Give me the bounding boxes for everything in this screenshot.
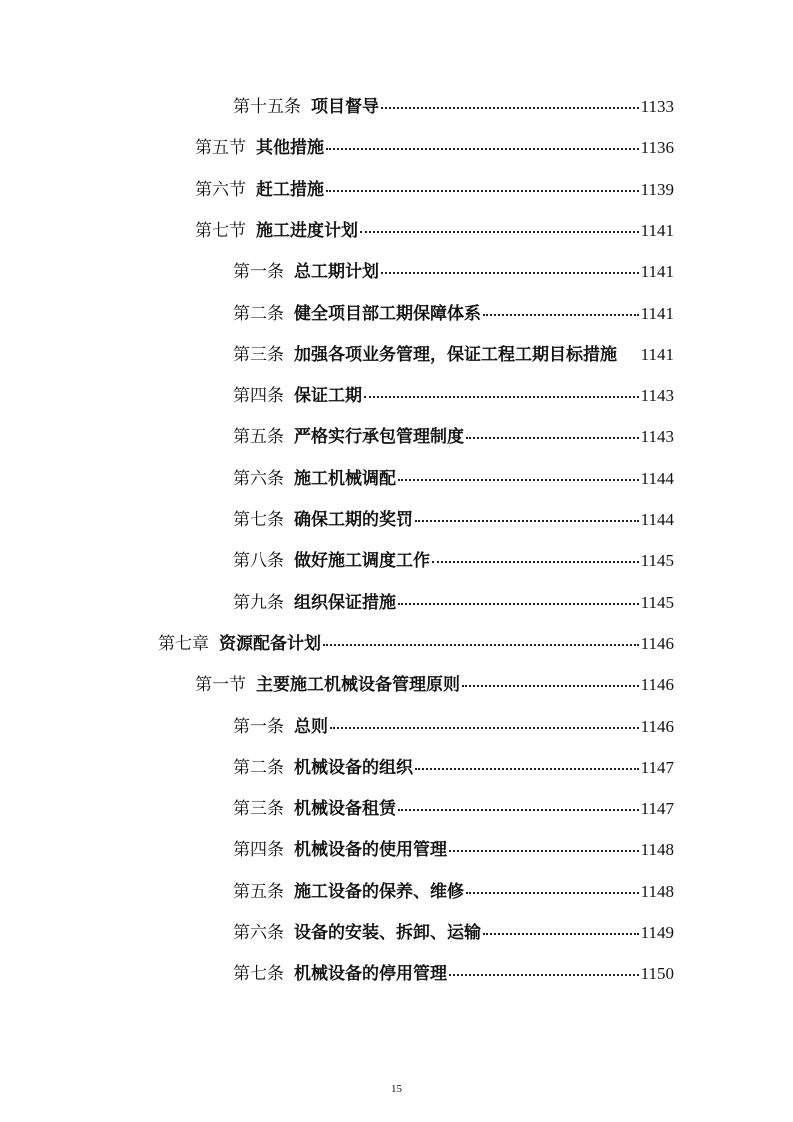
- toc-entry-page: 1148: [640, 840, 674, 859]
- toc-dot-leader: [462, 684, 639, 687]
- toc-entry-number: 第七条: [233, 510, 284, 530]
- toc-entry-number: 第六条: [233, 923, 284, 943]
- toc-entry-page: 1147: [640, 758, 674, 777]
- toc-entry-number: 第七节: [195, 221, 246, 241]
- toc-entry-number: 第一条: [233, 262, 284, 282]
- toc-entry-title: 施工机械调配: [294, 469, 396, 489]
- toc-entry-number: 第三条: [233, 345, 284, 365]
- toc-entry-number: 第二条: [233, 304, 284, 324]
- toc-entry-title: 赶工措施: [256, 180, 324, 200]
- toc-dot-leader: [483, 313, 639, 316]
- toc-entry[interactable]: [233, 751, 674, 785]
- toc-entry-number: 第七条: [233, 964, 284, 984]
- toc-dot-leader: [466, 436, 639, 439]
- toc-entry-title: 组织保证措施: [294, 593, 396, 613]
- toc-dot-leader: [326, 189, 639, 192]
- toc-entry[interactable]: [233, 710, 674, 744]
- toc-entry-title: 总则: [294, 717, 328, 737]
- toc-entry-title: 做好施工调度工作: [294, 551, 430, 571]
- toc-dot-leader: [432, 560, 639, 563]
- toc-entry-title: 机械设备的使用管理: [294, 840, 447, 860]
- toc-entry-page: 1149: [640, 923, 674, 942]
- toc-entry-number: 第五条: [233, 882, 284, 902]
- toc-entry-page: 1141: [640, 304, 674, 323]
- toc-entry-number: 第六节: [195, 180, 246, 200]
- toc-entry[interactable]: [195, 131, 674, 165]
- toc-dot-leader: [398, 478, 639, 481]
- toc-entry-title: 机械设备的组织: [294, 758, 413, 778]
- toc-entry-title: 保证工期: [294, 386, 362, 406]
- toc-entry-title: 施工进度计划: [256, 221, 358, 241]
- toc-entry[interactable]: [233, 586, 674, 620]
- toc-entry[interactable]: [233, 916, 674, 950]
- toc-entry-page: 1148: [640, 882, 674, 901]
- toc-entry-page: 1141: [640, 262, 674, 281]
- toc-dot-leader: [326, 147, 639, 150]
- toc-entry-number: 第二条: [233, 758, 284, 778]
- toc-entry[interactable]: [195, 214, 674, 248]
- toc-entry-page: 1147: [640, 799, 674, 818]
- toc-entry[interactable]: [233, 420, 674, 454]
- toc-dot-leader: [330, 726, 639, 729]
- toc-entry-page: 1150: [640, 964, 674, 983]
- toc-entry-page: 1144: [640, 469, 674, 488]
- toc-entry-page: 1139: [640, 180, 674, 199]
- toc-entry-page: 1145: [640, 593, 674, 612]
- toc-dot-leader: [466, 891, 639, 894]
- toc-entry-title: 总工期计划: [294, 262, 379, 282]
- toc-entry-page: 1133: [640, 97, 674, 116]
- toc-entry-title: 确保工期的奖罚: [294, 510, 413, 530]
- toc-entry-page: 1143: [640, 427, 674, 446]
- toc-entry-number: 第八条: [233, 551, 284, 571]
- toc-entry-page: 1143: [640, 386, 674, 405]
- toc-entry-number: 第一节: [195, 675, 246, 695]
- toc-entry-title: 严格实行承包管理制度: [294, 427, 464, 447]
- toc-entry[interactable]: [233, 833, 674, 867]
- toc-dot-leader: [449, 849, 639, 852]
- toc-entry-number: 第四条: [233, 386, 284, 406]
- toc-entry-number: 第六条: [233, 469, 284, 489]
- toc-entry[interactable]: [158, 627, 674, 661]
- toc-dot-leader: [381, 106, 639, 109]
- toc-dot-leader: [364, 395, 639, 398]
- toc-entry[interactable]: [233, 379, 674, 413]
- toc-entry-title: 加强各项业务管理，保证工程工期目标措施: [294, 345, 617, 365]
- toc-dot-leader: [398, 808, 639, 811]
- toc-entry-page: 1145: [640, 551, 674, 570]
- toc-entry-number: 第一条: [233, 717, 284, 737]
- toc-entry-title: 机械设备租赁: [294, 799, 396, 819]
- toc-entry-page: 1144: [640, 510, 674, 529]
- toc-entry-page: 1146: [640, 675, 674, 694]
- toc-entry-page: 1136: [640, 138, 674, 157]
- page-number: 15: [391, 1083, 402, 1095]
- toc-dot-leader: [398, 602, 639, 605]
- toc-entry-title: 设备的安装、拆卸、运输: [294, 923, 481, 943]
- toc-entry-page: 1141: [640, 221, 674, 240]
- toc-entry-title: 项目督导: [311, 97, 379, 117]
- toc-entry[interactable]: [195, 173, 674, 207]
- toc-dot-leader: [415, 767, 639, 770]
- toc-entry[interactable]: [233, 255, 674, 289]
- toc-dot-leader: [381, 271, 639, 274]
- toc-entry-number: 第四条: [233, 840, 284, 860]
- toc-entry-number: 第五节: [195, 138, 246, 158]
- toc-entry-title: 机械设备的停用管理: [294, 964, 447, 984]
- toc-entry-title: 主要施工机械设备管理原则: [256, 675, 460, 695]
- toc-entry[interactable]: [233, 544, 674, 578]
- toc-entry[interactable]: [233, 90, 674, 124]
- toc-entry-title: 其他措施: [256, 138, 324, 158]
- toc-entry-number: 第九条: [233, 593, 284, 613]
- toc-entry-number: 第五条: [233, 427, 284, 447]
- toc-entry[interactable]: [233, 957, 674, 991]
- toc-dot-leader: [449, 973, 639, 976]
- toc-entry-page: 1141: [640, 345, 674, 364]
- toc-entry[interactable]: [233, 875, 674, 909]
- toc-entry-number: 第十五条: [233, 97, 301, 117]
- toc-dot-leader: [415, 519, 639, 522]
- toc-entry-title: 健全项目部工期保障体系: [294, 304, 481, 324]
- toc-entry-title: 施工设备的保养、维修: [294, 882, 464, 902]
- toc-entry[interactable]: [233, 462, 674, 496]
- toc-entry[interactable]: [233, 297, 674, 331]
- toc-entry-page: 1146: [640, 717, 674, 736]
- toc-entry-page: 1146: [640, 634, 674, 653]
- toc-entry[interactable]: [195, 668, 674, 702]
- toc-dot-leader: [323, 643, 639, 646]
- toc-entry[interactable]: [233, 503, 674, 537]
- toc-entry-title: 资源配备计划: [219, 634, 321, 654]
- toc-entry-number: 第三条: [233, 799, 284, 819]
- toc-dot-leader: [483, 932, 639, 935]
- toc-entry-number: 第七章: [158, 634, 209, 654]
- toc-entry[interactable]: [233, 792, 674, 826]
- toc-dot-leader: [360, 230, 639, 233]
- toc-entry[interactable]: [233, 338, 674, 372]
